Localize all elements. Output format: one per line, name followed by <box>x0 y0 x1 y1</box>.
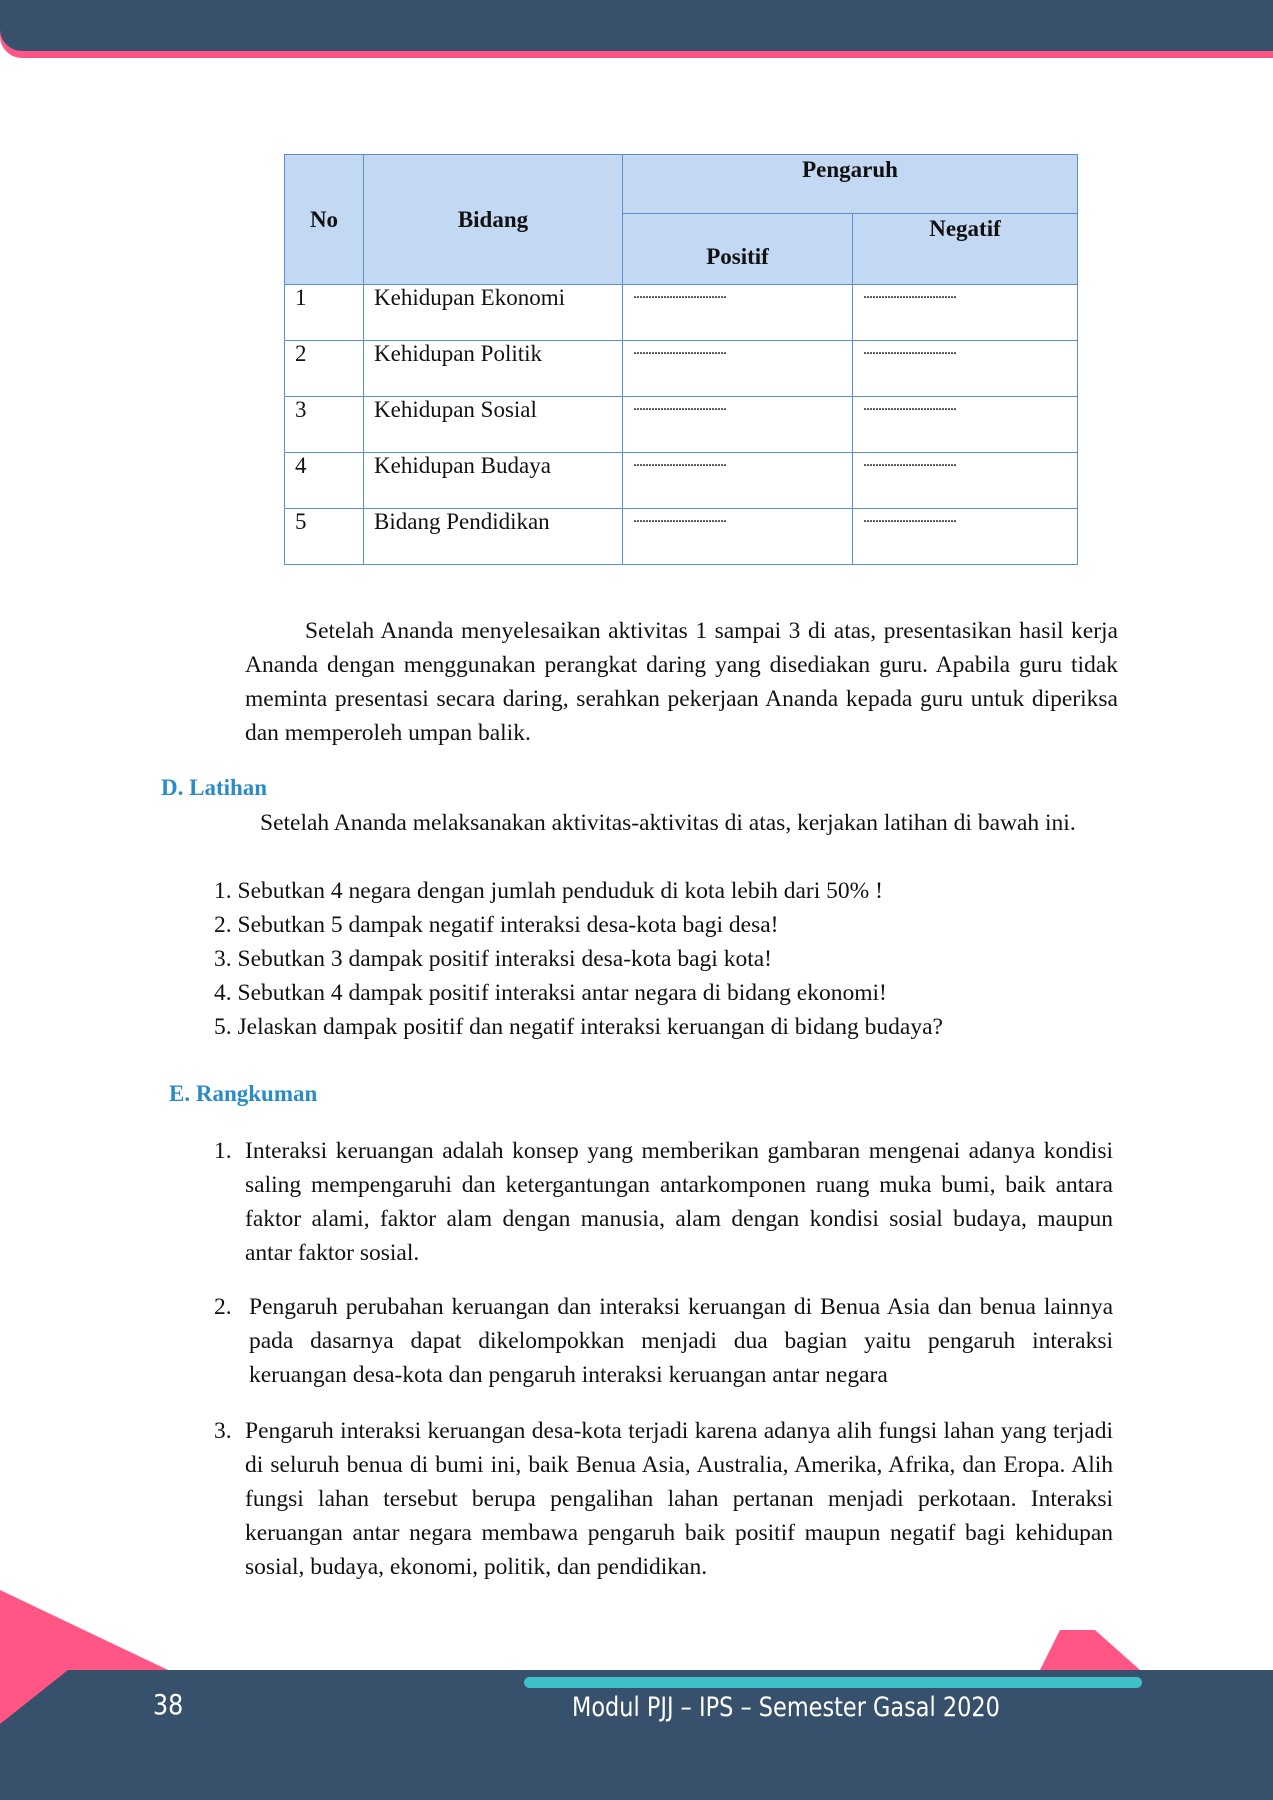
latihan-item-3: 3. Sebutkan 3 dampak positif interaksi desa-kota bagi kota! <box>214 946 772 972</box>
rangkuman-heading: E. Rangkuman <box>169 1081 318 1106</box>
rangkuman-num-2: 2. <box>214 1294 232 1320</box>
row-bidang: Kehidupan Budaya <box>364 453 623 509</box>
header-negatif: Negatif <box>853 214 1078 285</box>
header-positif: Positif <box>623 214 853 285</box>
header-pengaruh: Pengaruh <box>623 155 1078 214</box>
rangkuman-item-1: Interaksi keruangan adalah konsep yang memberikan gambaran mengenai adanya kondisi saling mempengaruhi dan ketergantungan antarkomponen ruang muka bumi, baik antara faktor alami, faktor alam dengan manusia, alam dengan kondisi sosial budaya, maupun antar faktor sosial. <box>245 1138 1113 1266</box>
row-no: 3 <box>285 397 364 453</box>
footer-title: Modul PJJ – IPS – Semester Gasal 2020 <box>572 1692 1000 1723</box>
footer-pink-trapezoid-decoration <box>1020 1620 1150 1672</box>
footer-shape <box>0 1670 1273 1800</box>
latihan-item-4: 4. Sebutkan 4 dampak positif interaksi antar negara di bidang ekonomi! <box>214 980 887 1006</box>
row-bidang: Bidang Pendidikan <box>364 509 623 565</box>
table-row <box>285 397 1078 453</box>
pengaruh-table <box>284 154 1078 565</box>
table-row <box>285 285 1078 341</box>
row-bidang: Kehidupan Politik <box>364 341 623 397</box>
latihan-intro: Setelah Ananda melaksanakan aktivitas-aktivitas di atas, kerjakan latihan di bawah ini. <box>260 810 1076 836</box>
table-row <box>285 509 1078 565</box>
row-negatif-blank[interactable]: ............................... <box>853 453 1078 509</box>
row-negatif-blank[interactable]: ............................... <box>853 341 1078 397</box>
latihan-heading: D. Latihan <box>161 775 268 800</box>
row-no: 2 <box>285 341 364 397</box>
table-row <box>285 341 1078 397</box>
rangkuman-item-3: Pengaruh interaksi keruangan desa-kota terjadi karena adanya alih fungsi lahan yang terjadi di seluruh benua di bumi ini, baik Benua Asia, Australia, Amerika, Afrika, dan Eropa. Alih fungsi lahan tersebut berupa pengalihan lahan pertanan menjadi perkotaan. Interaksi keruangan antar negara membawa pengaruh baik positif maupun negatif bagi kehidupan sosial, budaya, ekonomi, politik, dan pendidikan. <box>245 1418 1113 1580</box>
latihan-item-1: 1. Sebutkan 4 negara dengan jumlah penduduk di kota lebih dari 50% ! <box>214 878 883 904</box>
latihan-item-2: 2. Sebutkan 5 dampak negatif interaksi desa-kota bagi desa! <box>214 912 779 938</box>
row-no: 1 <box>285 285 364 341</box>
row-bidang: Kehidupan Ekonomi <box>364 285 623 341</box>
row-positif-blank[interactable]: ............................... <box>623 453 853 509</box>
header-band <box>0 0 1273 51</box>
row-positif-blank[interactable]: ............................... <box>623 285 853 341</box>
row-no: 5 <box>285 509 364 565</box>
page-number: 38 <box>153 1688 184 1721</box>
row-negatif-blank[interactable]: ............................... <box>853 285 1078 341</box>
rangkuman-item-2: Pengaruh perubahan keruangan dan interaksi keruangan di Benua Asia dan benua lainnya pada dasarnya dapat dikelompokkan menjadi dua bagian yaitu pengaruh interaksi keruangan desa-kota dan pengaruh interaksi keruangan antar negara <box>249 1294 1113 1388</box>
row-positif-blank[interactable]: ............................... <box>623 397 853 453</box>
row-negatif-blank[interactable]: ............................... <box>853 397 1078 453</box>
footer-left-triangle <box>0 1590 170 1730</box>
header-bidang: Bidang <box>364 155 623 285</box>
row-bidang: Kehidupan Sosial <box>364 397 623 453</box>
table-row <box>285 453 1078 509</box>
latihan-item-5: 5. Jelaskan dampak positif dan negatif interaksi keruangan di bidang budaya? <box>214 1014 943 1040</box>
intro-paragraph: Setelah Ananda menyelesaikan aktivitas 1 sampai 3 di atas, presentasikan hasil kerja Ananda dengan menggunakan perangkat daring yang disediakan guru. Apabila guru tidak meminta presentasi secara daring, serahkan pekerjaan Ananda kepada guru untuk diperiksa dan memperoleh umpan balik. <box>245 618 1118 746</box>
row-no: 4 <box>285 453 364 509</box>
rangkuman-num-1: 1. <box>214 1138 232 1164</box>
header-no: No <box>285 155 364 285</box>
row-negatif-blank[interactable]: ............................... <box>853 509 1078 565</box>
footer-teal-bar <box>524 1677 1142 1688</box>
rangkuman-num-3: 3. <box>214 1418 232 1444</box>
row-positif-blank[interactable]: ............................... <box>623 341 853 397</box>
row-positif-blank[interactable]: ............................... <box>623 509 853 565</box>
